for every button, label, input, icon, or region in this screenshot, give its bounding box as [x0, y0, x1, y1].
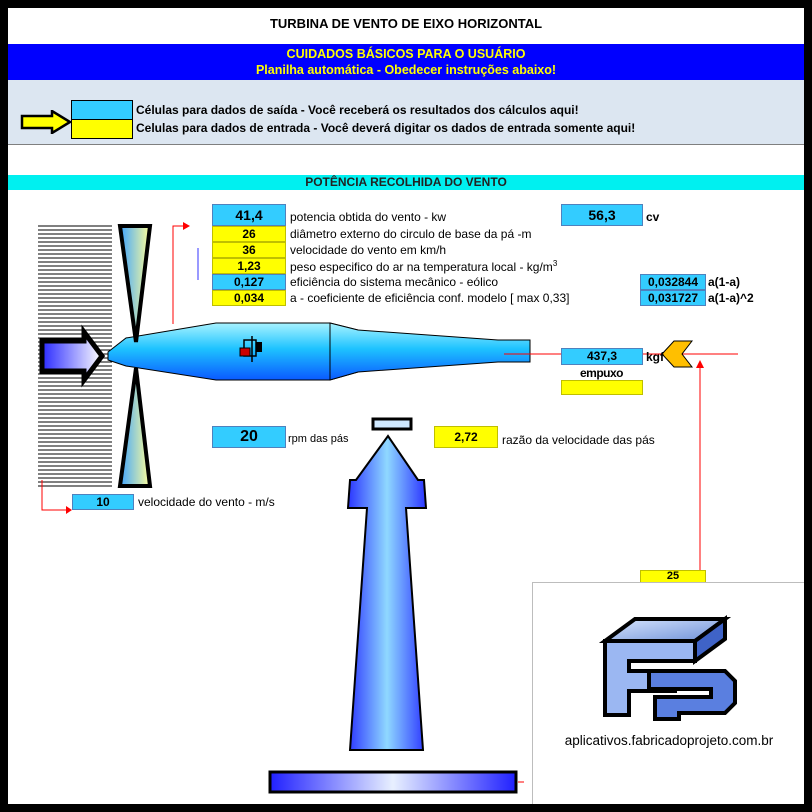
- wind-speed-leader-line: [42, 480, 66, 510]
- banner-line-2: Planilha automática - Obedecer instruções abaixo!: [255, 63, 557, 77]
- thrust-label: empuxo: [580, 366, 624, 380]
- banner-line-1: CUIDADOS BÁSICOS PARA O USUÁRIO: [286, 47, 526, 61]
- air-weight-input[interactable]: 1,23: [212, 258, 286, 274]
- efficiency-output: 0,127: [212, 274, 286, 290]
- wind-speed-ms-output: 10: [72, 494, 134, 510]
- power-cv-output: 56,3: [561, 204, 643, 226]
- instructions-banner: [8, 44, 804, 80]
- a-1-a-output: 0,032844: [640, 274, 706, 290]
- rpm-label: rpm das pás: [288, 433, 349, 445]
- thrust-output: 437,3: [561, 348, 643, 365]
- tower-base: [270, 772, 516, 792]
- power-cv-unit: cv: [646, 210, 660, 224]
- partial-input-cell[interactable]: 25: [640, 570, 706, 583]
- a-1-a-label: a(1-a): [708, 275, 741, 289]
- tip-speed-ratio-label: razão da velocidade das pás: [502, 433, 655, 447]
- thrust-extra-input[interactable]: [561, 380, 643, 395]
- output-cell-swatch: [71, 100, 133, 120]
- tower-collar: [373, 419, 411, 429]
- spreadsheet-sheet: [8, 8, 804, 804]
- wind-speed-ms-label: velocidade do vento - m/s: [138, 495, 275, 509]
- legend-panel: [8, 80, 804, 145]
- wind-speed-kmh-input[interactable]: 36: [212, 242, 286, 258]
- power-kw-output: 41,4: [212, 204, 286, 226]
- diameter-leader-line: [173, 226, 183, 324]
- input-cell-legend: Celulas para dados de entrada - Você deverá digitar os dados de entrada somente aqui!: [136, 121, 636, 135]
- upper-blade: [120, 226, 150, 342]
- rpm-output: 20: [212, 426, 286, 448]
- efficiency-label: eficiência do sistema mecânico - eólico: [290, 275, 499, 289]
- tower: [348, 436, 426, 750]
- thrust-unit: kgf: [646, 350, 664, 364]
- a-1-a-squared-output: 0,031727: [640, 290, 706, 306]
- nacelle-rear: [330, 323, 530, 380]
- nacelle-front: [108, 323, 358, 380]
- diameter-input[interactable]: 26: [212, 226, 286, 242]
- lower-blade: [120, 368, 150, 486]
- a-1-a-squared-label: a(1-a)^2: [708, 291, 754, 305]
- tip-speed-ratio-input[interactable]: 2,72: [434, 426, 498, 448]
- section-title: POTÊNCIA RECOLHIDA DO VENTO: [8, 175, 804, 190]
- coefficient-a-label: a - coeficiente de eficiência conf. modelo [ max 0,33]: [290, 291, 570, 305]
- output-cell-legend: Células para dados de saída - Você receberá os resultados dos cálculos aqui!: [136, 103, 579, 117]
- coefficient-a-input[interactable]: 0,034: [212, 290, 286, 306]
- power-kw-label: potencia obtida do vento - kw: [290, 210, 447, 224]
- wind-speed-kmh-label: velocidade do vento em km/h: [290, 243, 447, 257]
- input-cell-swatch: [71, 119, 133, 139]
- diameter-label: diâmetro externo do circulo de base da pá -m: [290, 227, 532, 241]
- watermark-url: aplicativos.fabricadoprojeto.com.br: [564, 733, 774, 748]
- wind-direction-arrow: [42, 332, 102, 380]
- page-title: TURBINA DE VENTO DE EIXO HORIZONTAL: [269, 16, 543, 31]
- fp-logo-icon: [595, 611, 745, 721]
- watermark-panel: [532, 582, 804, 804]
- arrow-right-icon: [20, 110, 72, 134]
- air-weight-label: peso especifico do ar na temperatura local - $kg/m^3$: [290, 259, 558, 274]
